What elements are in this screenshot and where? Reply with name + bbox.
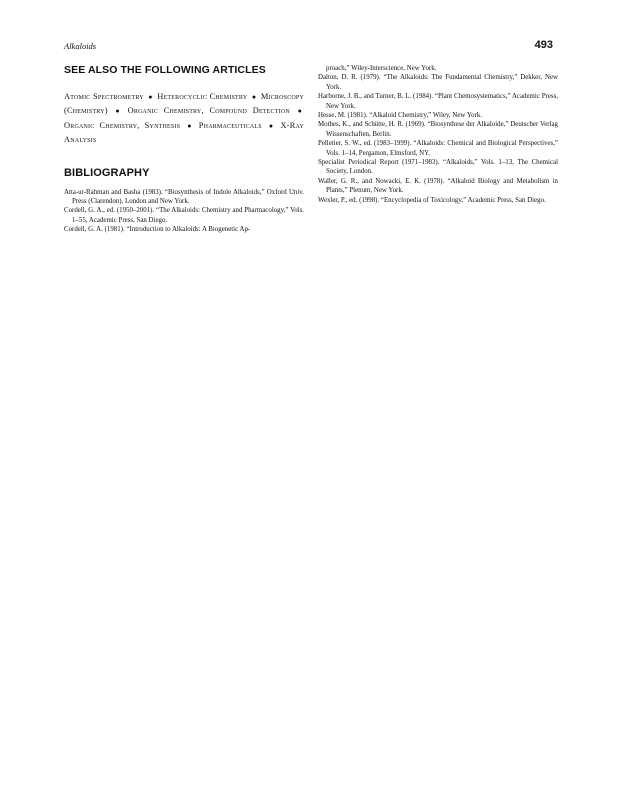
bibliography-entry: Pelletier, S. W., ed. (1983–1999). “Alkaloids: Chemical and Biological Perspectives,” Vols. 1–14, Pergamon, Elmsford, NY. bbox=[318, 140, 558, 157]
bibliography-entry: Mothes, K., and Schütte, H. R. (1969). “Biosynthese der Alkaloide,” Deutscher Verlag Wissenschaften, Berlin. bbox=[318, 121, 558, 138]
bibliography-entry: Harborne, J. B., and Turner, B. L. (1984). “Plant Chemosystematics,” Academic Press, New York. bbox=[318, 93, 558, 110]
bullet-icon: ● bbox=[251, 93, 257, 101]
bibliography-entry: Atta-ur-Rahman and Basha (1983). “Biosynthesis of Indole Alkaloids,” Oxford Univ. Press (Clarendon), London and New York. bbox=[64, 188, 304, 206]
bullet-icon: ● bbox=[148, 93, 153, 101]
page-number: 493 bbox=[534, 39, 553, 51]
bullet-icon: ● bbox=[115, 107, 120, 116]
see-also-item[interactable]: X-Ray Analysis bbox=[64, 120, 304, 145]
see-also-item[interactable]: Organic Chemistry, Synthesis bbox=[64, 120, 181, 130]
see-also-list bbox=[64, 90, 304, 147]
see-also-item[interactable]: Organic Chemistry, Compound Detection bbox=[127, 106, 290, 116]
left-column bbox=[64, 64, 304, 235]
bibliography-list-left bbox=[64, 188, 304, 235]
bibliography-entry: Wexler, P., ed. (1998). “Encyclopedia of Toxicology,” Academic Press, San Diego. bbox=[318, 196, 546, 204]
bibliography-entry: Hesse, M. (1981). “Alkaloid Chemistry,” Wiley, New York. bbox=[318, 112, 483, 120]
bibliography-list-right bbox=[318, 64, 558, 205]
bullet-icon: ● bbox=[297, 107, 303, 116]
bibliography-entry: Cordell, G. A., ed. (1950–2001). “The Alkaloids: Chemistry and Pharmacology,” Vols. 1–55, Academic Press, San Diego. bbox=[64, 207, 304, 224]
bibliography-entry: Specialist Periodical Report (1971–1983). “Alkaloids,” Vols. 1–13, The Chemical Society, London. bbox=[318, 159, 558, 176]
bibliography-entry: Cordell, G. A. (1981). “Introduction to Alkaloids: A Biogenetic Ap- bbox=[64, 226, 251, 234]
see-also-item[interactable]: Pharmaceuticals bbox=[198, 120, 262, 130]
see-also-item[interactable]: Atomic Spectrometry bbox=[64, 92, 144, 101]
running-head: Alkaloids bbox=[64, 41, 97, 51]
bibliography-entry-continuation: proach,” Wiley-Interscience, New York. bbox=[326, 65, 437, 72]
bibliography-heading: BIBLIOGRAPHY bbox=[64, 166, 150, 179]
see-also-item[interactable]: Microscopy (Chemistry) bbox=[64, 92, 304, 116]
right-column bbox=[318, 64, 558, 205]
bullet-icon: ● bbox=[268, 121, 274, 130]
see-also-heading: SEE ALSO THE FOLLOWING ARTICLES bbox=[64, 64, 266, 76]
see-also-item[interactable]: Heterocyclic Chemistry bbox=[157, 92, 248, 101]
bibliography-entry: Dalton, D. R. (1979). “The Alkaloids: The Fundamental Chemistry,” Dekker, New York. bbox=[318, 74, 558, 91]
bullet-icon: ● bbox=[187, 121, 192, 130]
bibliography-entry: Waller, G. R., and Nowacki, E. K. (1978). “Alkaloid Biology and Metabolism in Plants,” Plenum, New York. bbox=[318, 177, 558, 195]
